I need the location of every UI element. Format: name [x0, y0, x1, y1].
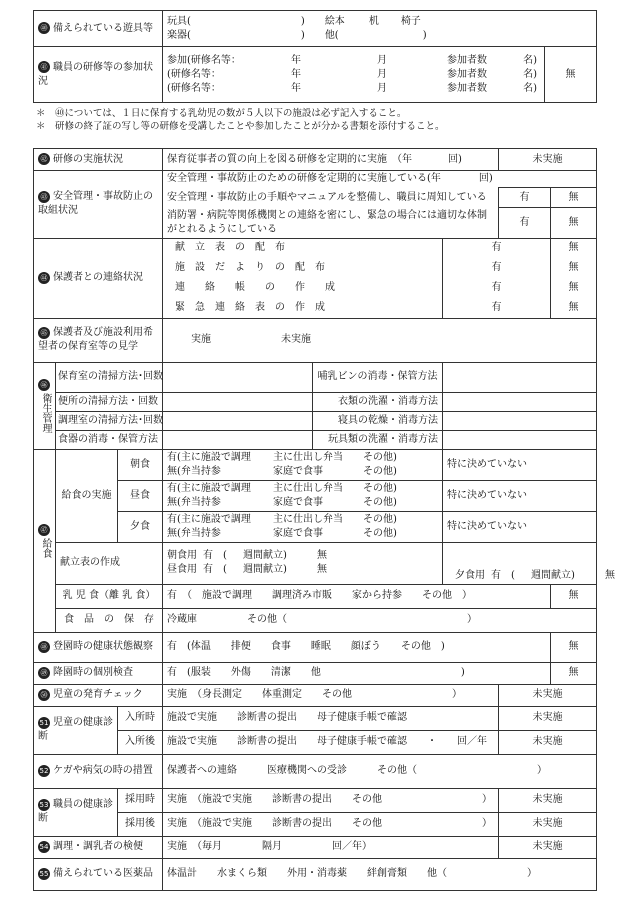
label-text: ケガや病気の時の措置: [53, 765, 153, 776]
note-1: [36, 107, 445, 120]
participants-label: 参加者数: [447, 82, 487, 94]
label-hygiene: [34, 362, 56, 449]
item-number-badge: ㊿: [38, 689, 50, 701]
meal-option: その他): [363, 527, 397, 539]
year-label: 年: [291, 82, 301, 94]
contact-item: 連 絡 帳 の 作 成: [163, 278, 443, 298]
meal-option: 主に仕出し弁当: [273, 513, 344, 525]
item-number-badge: 54: [39, 842, 49, 851]
item-number-badge: ㊽: [38, 641, 50, 653]
hygiene-item: 衣類の洗濯・消毒方法: [313, 392, 443, 411]
label-text: 登園時の健康状態観察: [53, 641, 153, 652]
baby-food-options: 有 （ 施設で調理 調理済み市販 家から持参 その他 ）: [163, 584, 551, 608]
meal-option: 無(弁当持参: [167, 465, 221, 477]
toy-label: 玩具(: [167, 15, 191, 27]
row-child-health-1: [34, 706, 597, 730]
hygiene-value: [443, 392, 597, 411]
label-text: 保護者及び施設利用希望者の保育室等の見学: [38, 327, 153, 352]
label-text: 保護者との連絡状況: [53, 272, 143, 283]
item-number-badge: 51: [39, 718, 49, 727]
row-safety-1: [34, 171, 597, 188]
label-safety: [34, 171, 163, 239]
row-arrival-check: [34, 632, 597, 662]
row-growth-check: [34, 684, 597, 706]
no-option: 無: [551, 238, 597, 258]
paren-close: ): [300, 15, 305, 27]
meal-option: 有(主に施設で調理: [167, 513, 251, 525]
training-text: 保育従事者の質の向上を図る研修を定期的に実施: [167, 153, 388, 165]
row-baby-food: [34, 584, 597, 608]
row-training-participation: [34, 47, 597, 103]
label-arrival-check: [34, 632, 163, 662]
row-menu: [34, 542, 597, 584]
hygiene-item: 食器の消毒・保管方法: [56, 430, 163, 449]
play-equipment-values: [163, 11, 597, 47]
label-training-participation: [34, 47, 163, 103]
note-text: ㊵については、１日に保育する乳幼児の数が５人以下の施設は必ず記入すること。: [55, 108, 407, 119]
contact-item: 施 設 だ よ り の 配 布: [163, 258, 443, 278]
meal-implementation-label: 給食の実施: [56, 449, 118, 542]
yes-option: 有: [443, 278, 551, 298]
other-label: 他(: [324, 29, 339, 41]
meal-option: その他): [363, 513, 397, 525]
meal-option: 家庭で食事: [273, 465, 324, 477]
item-number-badge: 55: [39, 869, 49, 878]
note-mark: ＊: [36, 108, 46, 119]
no-option: 無: [551, 632, 597, 662]
yes-option: 有: [499, 188, 551, 208]
growth-check-options: 実施 （身長測定 体重測定 その他 ）: [163, 684, 499, 706]
undecided-option: 特に決めていない: [443, 480, 597, 511]
timing-label: 採用後: [118, 812, 163, 836]
year-label: 年: [291, 68, 301, 80]
no-option: 無: [551, 258, 597, 278]
label-text: 備えられている医薬品: [53, 868, 153, 879]
menu-meal: 朝食用: [167, 550, 198, 561]
hygiene-item: 調理室の清掃方法･回数: [56, 411, 163, 430]
row-departure-check: [34, 662, 597, 684]
row-staff-health-2: [34, 812, 597, 836]
label-departure-check: [34, 662, 163, 684]
month-label: 月: [377, 54, 387, 66]
hygiene-value: [443, 411, 597, 430]
notes: [36, 107, 445, 133]
row-staff-health-1: [34, 788, 597, 812]
item-number-badge: ㊻: [38, 379, 50, 391]
yes-option: 有: [443, 298, 551, 318]
row-hygiene-3: [34, 411, 597, 430]
medicines-list: 体温計 水まくら類 外用・消毒薬 絆創膏類 他（ ）: [163, 858, 597, 890]
label-text: 備えられている遊具等: [53, 22, 153, 34]
menu-yes: 有 (: [203, 564, 227, 575]
item-number-badge: ㊷: [38, 153, 50, 165]
label-text: 児童の発育チェック: [53, 689, 143, 700]
label-meals: [34, 449, 56, 632]
visit-options: [163, 318, 597, 362]
injury-response-options: 保護者への連絡 医療機関への受診 その他（ ）: [163, 754, 597, 788]
item-number-badge: ㊾: [38, 667, 50, 679]
month-label: 月: [377, 82, 387, 94]
item-number-badge: ㊵: [38, 22, 50, 34]
label-text: 安全管理・事故防止の取組状況: [38, 191, 153, 217]
timing-label: 入所時: [118, 706, 163, 730]
row-injury-response: [34, 754, 597, 788]
note-2: [36, 120, 445, 133]
desk-label: 机: [368, 15, 379, 27]
menu-no: 無: [317, 550, 328, 561]
item-number-badge: ㊺: [38, 327, 50, 339]
menu-yes: 有 (: [203, 550, 227, 561]
menu-weekly: 週間献立): [243, 564, 287, 575]
participants-label: 参加者数: [447, 54, 487, 66]
label-text: 研修の実施状況: [53, 153, 123, 165]
participants-label: 参加者数: [447, 68, 487, 80]
training-name-label: (研修名等：: [167, 82, 221, 94]
row-meal-lunch: [34, 480, 597, 511]
label-text: 降園時の個別検査: [53, 667, 133, 678]
menu-options-right: [443, 542, 616, 584]
meal-option: 無(弁当持参: [167, 527, 221, 539]
not-implemented: 未実施: [499, 684, 597, 706]
undecided-option: 特に決めていない: [443, 511, 597, 542]
meal-options: [163, 449, 443, 480]
label-staff-health: [34, 788, 118, 836]
hygiene-value: [163, 392, 313, 411]
no-option: 無: [551, 298, 597, 318]
not-implemented: 未実施: [499, 706, 597, 730]
no-option: 無: [551, 584, 597, 608]
yes-option: 有: [443, 238, 551, 258]
label-stool-test: [34, 836, 163, 858]
hygiene-item: 寝具の乾燥・消毒方法: [313, 411, 443, 430]
item-number-badge: 52: [39, 766, 49, 775]
menu-no: 無: [605, 569, 616, 581]
times-label: 回): [478, 173, 493, 184]
meal-option: 有(主に施設で調理: [167, 482, 251, 494]
training-name-label: 参加(研修名等：: [167, 54, 241, 66]
persons-label: 名): [523, 82, 537, 94]
row-stool-test: [34, 836, 597, 858]
label-text: 職員の健康診断: [38, 799, 113, 824]
year-paren: （年: [397, 153, 413, 165]
training-implementation-text: [163, 149, 499, 171]
table-facilities: [33, 10, 597, 103]
hygiene-value: [443, 362, 597, 392]
meal-option: 家庭で食事: [273, 527, 324, 539]
yes-option: 有: [499, 208, 551, 239]
meal-option: その他): [363, 451, 397, 463]
note-text: 研修の終了証の写し等の研修を受講したことや参加したことが分かる書類を添付すること。: [55, 121, 445, 132]
meal-option: 主に仕出し弁当: [273, 482, 344, 494]
not-implemented: 未実施: [499, 812, 597, 836]
hygiene-item: 哺乳ビンの消毒・保管方法: [313, 362, 443, 392]
yes-option: 有: [443, 258, 551, 278]
hygiene-item: 便所の清掃方法・回数: [56, 392, 163, 411]
row-contact-1: [34, 238, 597, 258]
no-option: 無: [551, 278, 597, 298]
row-play-equipment: [34, 11, 597, 47]
hygiene-value: [163, 411, 313, 430]
meal-option: その他): [363, 465, 397, 477]
arrival-check-options: 有 (体温 排便 食事 睡眠 顔ぼう その他 ): [163, 632, 551, 662]
meal-option: 主に仕出し弁当: [273, 451, 344, 463]
label-text: 職員の研修等の参加状況: [38, 61, 153, 87]
row-meal-dinner: [34, 511, 597, 542]
instrument-label: 楽器(: [167, 29, 191, 41]
menu-no: 無: [317, 564, 328, 575]
stool-test-options: 実施 （毎月 隔月 回／年）: [163, 836, 499, 858]
food-storage-label: 食 品 の 保 存: [56, 608, 163, 632]
year-label: 年: [291, 54, 301, 66]
row-child-health-2: [34, 730, 597, 754]
row-meal-breakfast: [34, 449, 597, 480]
persons-label: 名): [523, 54, 537, 66]
menu-weekly: 週間献立): [243, 550, 287, 561]
meal-option: その他): [363, 496, 397, 508]
safety-text: 安全管理・事故防止の手順やマニュアルを整備し、職員に周知している: [163, 188, 499, 208]
vertical-label: 衛生管理: [40, 392, 51, 433]
label-play-equipment: [34, 11, 163, 47]
undecided-option: 特に決めていない: [443, 449, 597, 480]
menu-weekly: 週間献立): [531, 569, 575, 581]
training-lines: [163, 47, 545, 103]
label-visit: [34, 318, 163, 362]
hygiene-value: [163, 430, 313, 449]
item-number-badge: ㊶: [38, 61, 50, 73]
label-medicines: [34, 858, 163, 890]
health-check-options: 実施 （施設で実施 診断書の提出 その他 ）: [163, 812, 499, 836]
not-implemented-option: 未実施: [281, 334, 312, 345]
timing-label: 入所後: [118, 730, 163, 754]
item-number-badge: 53: [39, 800, 49, 809]
not-implemented: 未実施: [499, 149, 597, 171]
item-number-badge: ㊼: [38, 524, 50, 536]
safety-text: 消防署・病院等関係機関との連絡を密にし、緊急の場合には適切な体制がとれるようにしている: [163, 208, 499, 239]
not-implemented: 未実施: [499, 836, 597, 858]
meal-option: 家庭で食事: [273, 496, 324, 508]
baby-food-label: 乳 児 食（離 乳 食）: [56, 584, 163, 608]
menu-label: 献立表の作成: [56, 542, 163, 584]
hygiene-value: [443, 430, 597, 449]
contact-item: 緊 急 連 絡 表 の 作 成: [163, 298, 443, 318]
meal-option: その他): [363, 482, 397, 494]
vertical-label: 給食: [40, 537, 51, 558]
menu-yes: 有 (: [491, 569, 515, 581]
note-mark: ＊: [36, 121, 46, 132]
health-check-options: 施設で実施 診断書の提出 母子健康手帳で確認: [163, 706, 499, 730]
menu-options-left: [163, 542, 443, 584]
implemented-option: 実施: [191, 334, 212, 345]
item-number-badge: ㊹: [38, 272, 50, 284]
training-none: 無: [545, 47, 597, 103]
meal-options: [163, 511, 443, 542]
paren-close: ): [300, 29, 305, 41]
row-food-storage: [34, 608, 597, 632]
month-label: 月: [377, 68, 387, 80]
item-number-badge: ㊸: [38, 191, 50, 203]
chair-label: 椅子: [400, 15, 421, 27]
timing-label: 採用時: [118, 788, 163, 812]
row-visit: [34, 318, 597, 362]
label-text: 調理・調乳者の検便: [53, 841, 143, 852]
hygiene-item: 保育室の清掃方法･回数: [56, 362, 163, 392]
label-text: 児童の健康診断: [38, 717, 113, 742]
hygiene-item: 玩具類の洗濯・消毒方法: [313, 430, 443, 449]
row-hygiene-2: [34, 392, 597, 411]
training-name-label: (研修名等：: [167, 68, 221, 80]
row-hygiene-1: [34, 362, 597, 392]
meal-option: 無(弁当持参: [167, 496, 221, 508]
safety-text: 安全管理・事故防止のための研修を定期的に実施している(年: [167, 173, 441, 184]
meal-name: 朝食: [118, 449, 163, 480]
no-option: 無: [551, 208, 597, 239]
paren-close: ): [422, 29, 427, 41]
table-operations: [33, 148, 616, 891]
row-hygiene-4: [34, 430, 597, 449]
label-child-health: [34, 706, 118, 754]
hygiene-value: [163, 362, 313, 392]
label-growth-check: [34, 684, 163, 706]
label-training-implementation: [34, 149, 163, 171]
menu-meal: 夕食用: [455, 569, 486, 581]
persons-label: 名): [523, 68, 537, 80]
food-storage-options: 冷蔵庫 その他（ ）: [163, 608, 597, 632]
not-implemented: 未実施: [499, 730, 597, 754]
not-implemented: 未実施: [499, 788, 597, 812]
health-check-options: 施設で実施 診断書の提出 母子健康手帳で確認 ・ 回／年: [163, 730, 499, 754]
meal-name: 昼食: [118, 480, 163, 511]
meal-option: 有(主に施設で調理: [167, 451, 251, 463]
picture-book-label: 絵本: [324, 15, 345, 27]
meal-name: 夕食: [118, 511, 163, 542]
safety-line-1: [163, 171, 597, 188]
row-medicines: [34, 858, 597, 890]
label-injury-response: [34, 754, 163, 788]
health-check-options: 実施 （施設で実施 診断書の提出 その他 ）: [163, 788, 499, 812]
no-option: 無: [551, 188, 597, 208]
label-contact: [34, 238, 163, 318]
times-label: 回): [448, 153, 462, 165]
row-training-implementation: [34, 149, 597, 171]
contact-item: 献 立 表 の 配 布: [163, 238, 443, 258]
menu-meal: 昼食用: [167, 564, 198, 575]
meal-options: [163, 480, 443, 511]
no-option: 無: [551, 662, 597, 684]
departure-check-options: 有 (服装 外傷 清潔 他 ): [163, 662, 551, 684]
